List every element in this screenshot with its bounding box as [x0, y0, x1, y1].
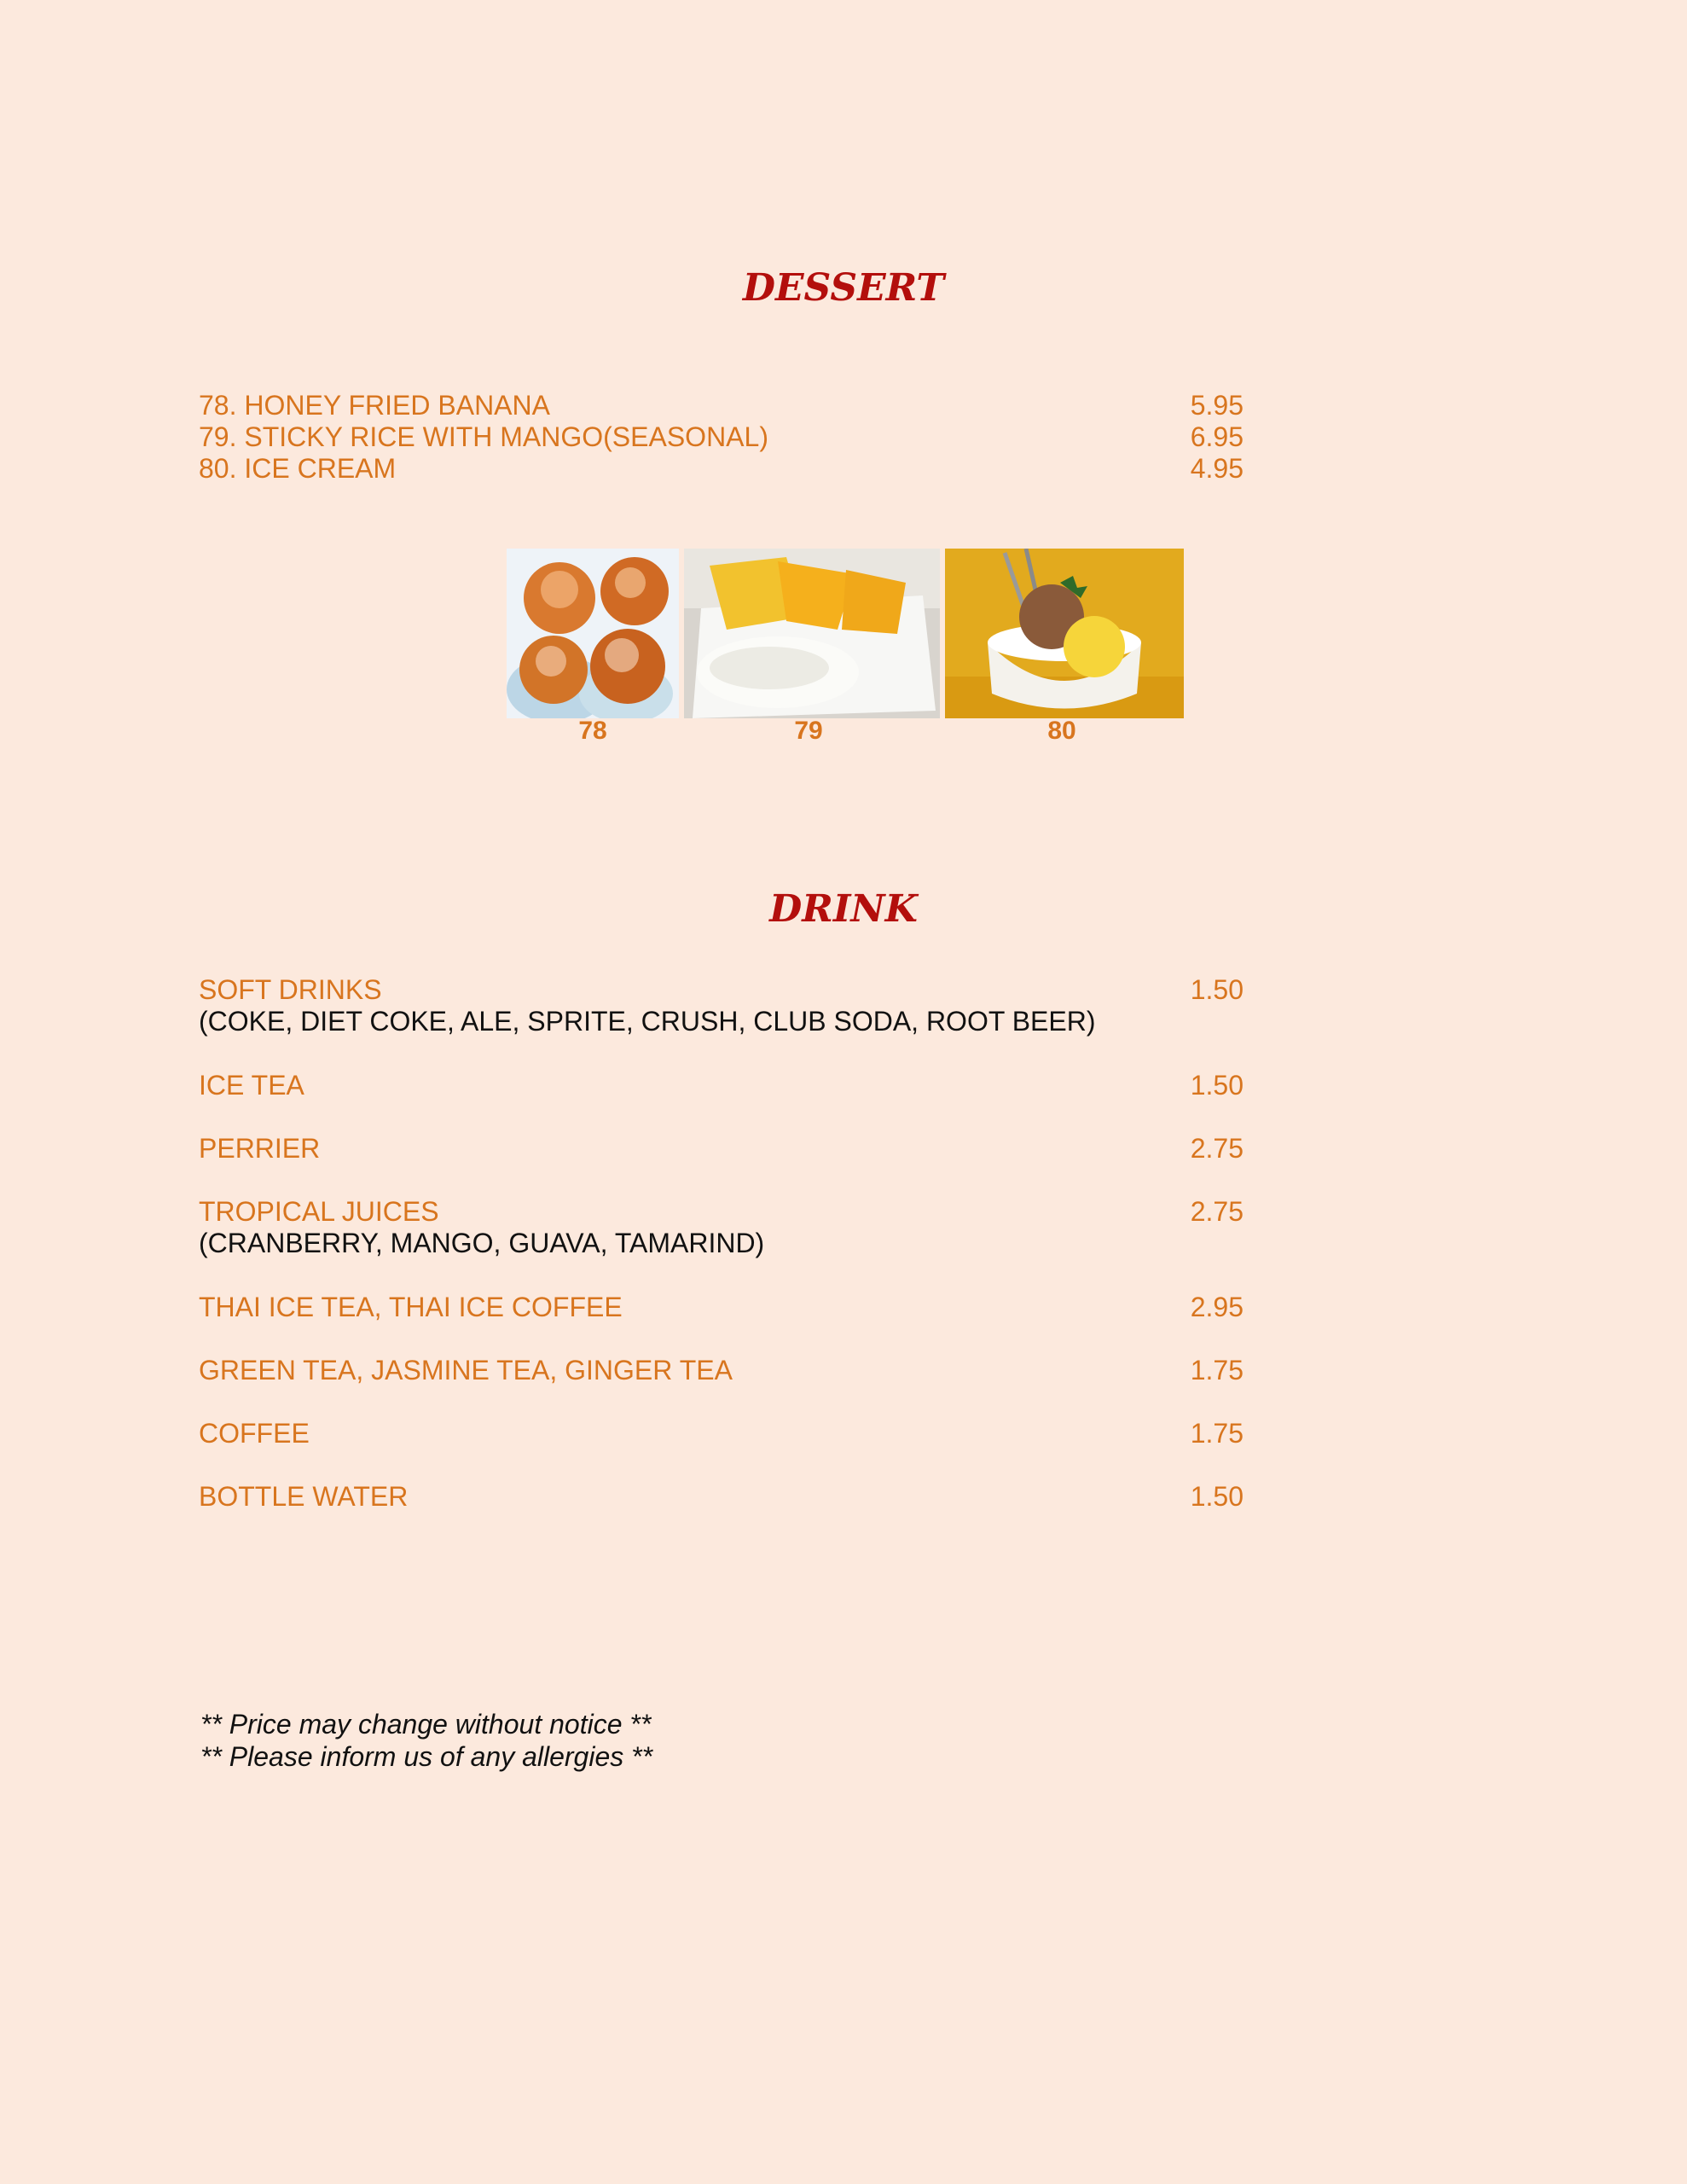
- drink-item-detail: (CRANBERRY, MANGO, GUAVA, TAMARIND): [199, 1228, 765, 1258]
- dessert-item-price: 6.95: [1190, 421, 1244, 452]
- drink-item-price: 1.50: [1190, 1481, 1244, 1512]
- dessert-item-80: [199, 451, 1244, 485]
- drink-item-detail: (COKE, DIET COKE, ALE, SPRITE, CRUSH, CLUB SODA, ROOT BEER): [199, 1006, 1096, 1037]
- drink-item-name: TROPICAL JUICES: [199, 1196, 439, 1227]
- drink-item-tropical-juices: [199, 1194, 1244, 1228]
- sticky-rice-mango-photo: [684, 549, 940, 718]
- drink-item-name: COFFEE: [199, 1418, 310, 1449]
- drink-item-name: ICE TEA: [199, 1070, 304, 1101]
- photo-label-80: 80: [1047, 717, 1076, 745]
- drink-item-name: BOTTLE WATER: [199, 1481, 409, 1512]
- drink-item-bottle-water: [199, 1479, 1244, 1513]
- drink-item-name: SOFT DRINKS: [199, 974, 382, 1005]
- drink-item-soft-drinks: [199, 973, 1244, 1007]
- dessert-item-78: [199, 388, 1244, 422]
- drink-item-coffee: [199, 1416, 1244, 1450]
- dessert-heading: DESSERT: [742, 266, 945, 310]
- dessert-item-name: 80. ICE CREAM: [199, 453, 397, 484]
- dessert-item-name: 79. STICKY RICE WITH MANGO(SEASONAL): [199, 421, 768, 452]
- dessert-item-name: 78. HONEY FRIED BANANA: [199, 390, 550, 421]
- drink-item-perrier: [199, 1131, 1244, 1165]
- dessert-item-price: 4.95: [1190, 453, 1244, 484]
- honey-fried-banana-photo: [507, 549, 679, 718]
- photo-label-78: 78: [578, 717, 607, 745]
- drink-heading: DRINK: [769, 887, 918, 931]
- dessert-item-price: 5.95: [1190, 390, 1244, 421]
- drink-item-price: 2.95: [1190, 1292, 1244, 1322]
- drink-item-name: PERRIER: [199, 1133, 321, 1164]
- drink-item-price: 2.75: [1190, 1133, 1244, 1164]
- dessert-item-79: [199, 420, 1244, 454]
- drink-item-price: 2.75: [1190, 1196, 1244, 1227]
- price-change-note: ** Price may change without notice **: [200, 1709, 652, 1740]
- drink-item-price: 1.50: [1190, 1070, 1244, 1101]
- drink-item-price: 1.75: [1190, 1355, 1244, 1385]
- allergy-note: ** Please inform us of any allergies **: [200, 1741, 653, 1772]
- photo-label-79: 79: [794, 717, 823, 745]
- drink-item-thai-ice-tea: [199, 1290, 1244, 1324]
- drink-item-ice-tea: [199, 1068, 1244, 1102]
- drink-item-price: 1.50: [1190, 974, 1244, 1005]
- drink-item-name: THAI ICE TEA, THAI ICE COFFEE: [199, 1292, 623, 1322]
- drink-item-price: 1.75: [1190, 1418, 1244, 1449]
- drink-item-green-tea: [199, 1353, 1244, 1387]
- ice-cream-photo: [945, 549, 1184, 718]
- drink-item-name: GREEN TEA, JASMINE TEA, GINGER TEA: [199, 1355, 733, 1385]
